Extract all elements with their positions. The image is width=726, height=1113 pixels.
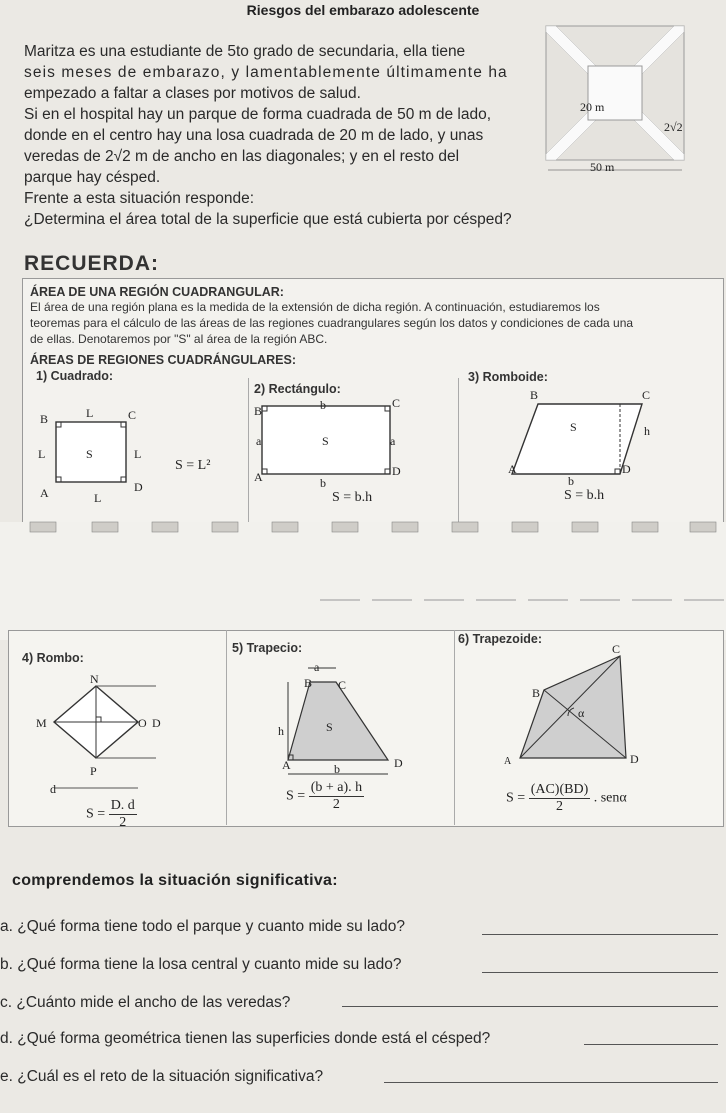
trapezoide-denominator: 2 bbox=[555, 799, 563, 814]
rombo-denominator: 2 bbox=[119, 815, 127, 830]
rectangulo-base: b bbox=[320, 398, 326, 412]
answer-line-c[interactable] bbox=[342, 1006, 718, 1007]
rombo-vertex-n: N bbox=[90, 672, 99, 686]
rombo-vertex-o: O bbox=[138, 716, 147, 730]
problem-line: veredas de 2√2 m de ancho en las diagonales; y en el resto del bbox=[24, 148, 460, 165]
trapecio-area: S bbox=[326, 720, 333, 734]
question-a: a. ¿Qué forma tiene todo el parque y cuanto mide su lado? bbox=[0, 918, 405, 935]
trapezoide-vertex-b: B bbox=[532, 686, 541, 700]
rectangulo-vertex-a: A bbox=[254, 470, 263, 484]
romboide-vertex-b: B bbox=[530, 388, 539, 402]
trapezoide-label: 6) Trapezoide: bbox=[458, 632, 543, 646]
area-subheading: ÁREAS DE REGIONES CUADRÁNGULARES: bbox=[30, 353, 296, 367]
cuadrado-vertex-c: C bbox=[128, 408, 137, 422]
romboide-label: 3) Romboide: bbox=[468, 370, 548, 384]
trapezoide-vertex-c: C bbox=[612, 642, 621, 656]
trapecio-base: b bbox=[334, 762, 340, 776]
trapecio-label: 5) Trapecio: bbox=[232, 641, 303, 655]
answer-line-a[interactable] bbox=[482, 934, 718, 935]
rombo-vertex-m: M bbox=[36, 716, 47, 730]
rombo-numerator: D. d bbox=[110, 798, 135, 813]
trapezoide-vertex-a: A bbox=[504, 756, 512, 767]
area-body-line: de ellas. Denotaremos por "S" al área de la región ABC. bbox=[30, 332, 328, 346]
problem-line: parque hay césped. bbox=[24, 169, 161, 186]
rectangulo-vertex-d: D bbox=[392, 464, 401, 478]
cuadrado-label: 1) Cuadrado: bbox=[36, 369, 114, 383]
romboide-vertex-a: A bbox=[508, 462, 517, 476]
answer-line-e[interactable] bbox=[384, 1082, 718, 1083]
problem-line: Si en el hospital hay un parque de forma cuadrada de 50 m de lado, bbox=[24, 106, 492, 123]
rectangulo-height: a bbox=[390, 434, 396, 448]
trapecio-denominator: 2 bbox=[332, 797, 340, 812]
trapezoide-formula-tail: . senα bbox=[593, 790, 627, 806]
trapecio-vertex-c: C bbox=[338, 678, 347, 692]
dash-row bbox=[0, 590, 726, 610]
rombo-label: 4) Rombo: bbox=[22, 651, 84, 665]
romboide-formula: S = b.h bbox=[564, 488, 605, 503]
trapezoide-vertex-d: D bbox=[630, 752, 639, 766]
question-b: b. ¿Qué forma tiene la losa central y cuanto mide su lado? bbox=[0, 956, 402, 973]
trapecio-vertex-b: B bbox=[304, 676, 313, 690]
problem-question: ¿Determina el área total de la superficie que está cubierta por césped? bbox=[24, 211, 512, 228]
trapezoide-numerator: (AC)(BD) bbox=[530, 782, 589, 797]
cuadrado-side: L bbox=[86, 406, 94, 420]
cuadrado-vertex-b: B bbox=[40, 412, 49, 426]
answer-line-b[interactable] bbox=[482, 972, 718, 973]
park-label-outer: 50 m bbox=[590, 160, 615, 174]
rectangulo-vertex-c: C bbox=[392, 396, 401, 410]
trapezoide-angle: α bbox=[578, 706, 585, 720]
trapecio-vertex-d: D bbox=[394, 756, 403, 770]
problem-line: donde en el centro hay una losa cuadrada de 20 m de lado, y unas bbox=[24, 127, 484, 144]
problem-line: empezado a faltar a clases por motivos de salud. bbox=[24, 85, 361, 102]
romboide-base: b bbox=[568, 474, 574, 488]
comprendemos-heading: comprendemos la situación significativa: bbox=[12, 872, 338, 889]
romboide-area: S bbox=[570, 420, 577, 434]
trapecio-top: a bbox=[314, 660, 320, 674]
romboide-height: h bbox=[644, 424, 650, 438]
formula-prefix: S = bbox=[286, 788, 306, 804]
area-body-line: El área de una región plana es la medida de la extensión de dicha región. A continuación, estudiaremos los bbox=[30, 300, 600, 314]
problem-line: Maritza es una estudiante de 5to grado de secundaria, ella tiene bbox=[24, 43, 466, 60]
rombo-figure bbox=[46, 680, 186, 796]
romboide-vertex-d: D bbox=[622, 462, 631, 476]
formula-prefix: S = bbox=[86, 806, 106, 822]
park-label-width: 2√2 bbox=[664, 120, 683, 134]
box-divider bbox=[248, 378, 249, 524]
rombo-formula bbox=[86, 798, 137, 831]
cuadrado-area: S bbox=[86, 447, 93, 461]
trapecio-height: h bbox=[278, 724, 284, 738]
cuadrado-side: L bbox=[94, 491, 102, 505]
rombo-vertex-p: P bbox=[90, 764, 97, 778]
problem-line: Frente a esta situación responde: bbox=[24, 190, 255, 207]
box-divider bbox=[226, 630, 227, 825]
cuadrado-side: L bbox=[38, 447, 46, 461]
park-diagram bbox=[540, 18, 690, 178]
rectangulo-label: 2) Rectángulo: bbox=[254, 382, 341, 396]
cuadrado-formula: S = L² bbox=[175, 458, 211, 473]
trapecio-numerator: (b + a). h bbox=[310, 780, 363, 795]
rectangulo-area: S bbox=[322, 434, 329, 448]
area-body-line: teoremas para el cálculo de las áreas de las regiones cuadrangulares según los datos y condiciones de cada una bbox=[30, 316, 634, 330]
trapezoide-formula bbox=[506, 782, 627, 815]
page-title: Riesgos del embarazo adolescente bbox=[246, 2, 480, 18]
question-c: c. ¿Cuánto mide el ancho de las veredas? bbox=[0, 994, 291, 1011]
rombo-vertex-d: D bbox=[152, 716, 161, 730]
cuadrado-vertex-a: A bbox=[40, 486, 49, 500]
perforation-row bbox=[0, 514, 726, 544]
rectangulo-vertex-b: B bbox=[254, 404, 263, 418]
park-label-inner: 20 m bbox=[580, 100, 605, 114]
answer-line-d[interactable] bbox=[584, 1044, 718, 1045]
box-divider bbox=[458, 378, 459, 524]
rombo-diagonal: d bbox=[50, 782, 56, 796]
question-e: e. ¿Cuál es el reto de la situación significativa? bbox=[0, 1068, 324, 1085]
problem-line: seis meses de embarazo, y lamentablemente últimamente ha bbox=[24, 64, 508, 81]
cuadrado-vertex-d: D bbox=[134, 480, 143, 494]
box-divider bbox=[454, 630, 455, 825]
recuerda-heading: RECUERDA: bbox=[24, 252, 159, 275]
question-d: d. ¿Qué forma geométrica tienen las superficies donde está el césped? bbox=[0, 1030, 491, 1047]
cuadrado-side: L bbox=[134, 447, 142, 461]
formula-prefix: S = bbox=[506, 790, 526, 806]
rectangulo-formula: S = b.h bbox=[332, 490, 373, 505]
rectangulo-base: b bbox=[320, 476, 326, 490]
trapecio-vertex-a: A bbox=[282, 758, 291, 772]
area-heading: ÁREA DE UNA REGIÓN CUADRANGULAR: bbox=[30, 285, 284, 299]
romboide-vertex-c: C bbox=[642, 388, 651, 402]
trapecio-formula bbox=[286, 780, 364, 813]
rectangulo-height: a bbox=[256, 434, 262, 448]
